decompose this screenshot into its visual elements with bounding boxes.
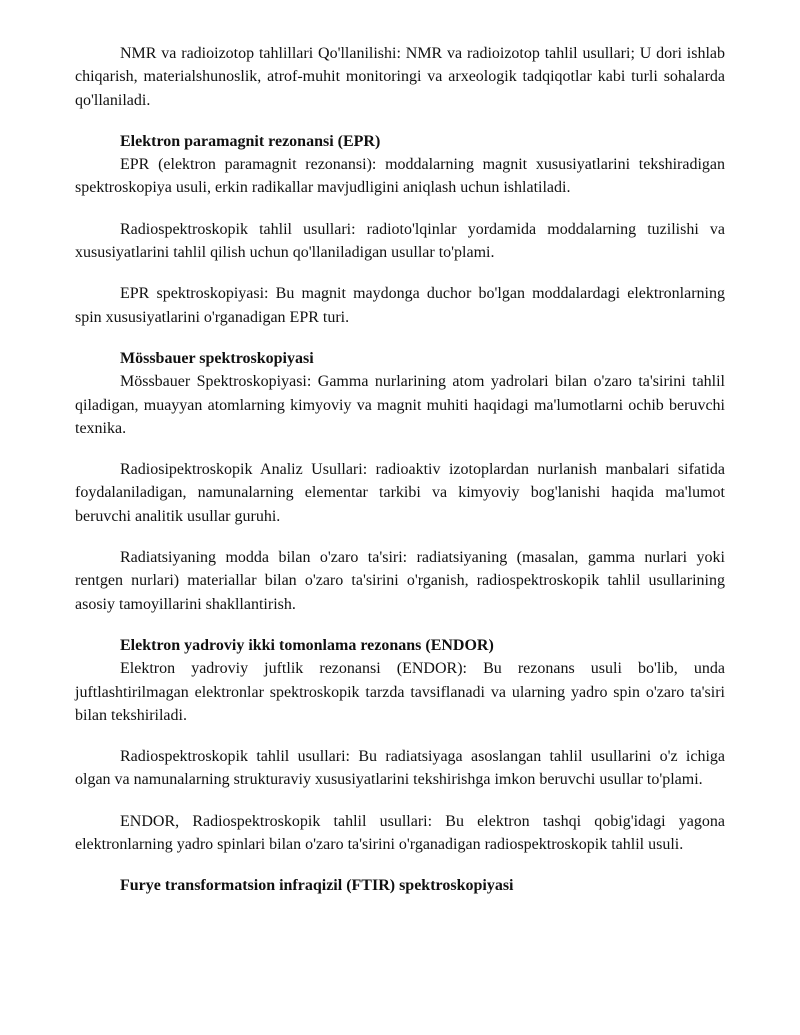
paragraph-radiation-based-methods: Radiospektroskopik tahlil usullari: Bu radiatsiyaga asoslangan tahlil usullarini o'z ichiga olgan va namunalarning strukturaviy xususiyatlarini tekshirishga imkon beruvchi usullar to'plami. — [75, 748, 725, 789]
heading-mossbauer: Mössbauer spektroskopiyasi — [120, 349, 314, 367]
paragraph-radiospectroscopic-methods: Radiospektroskopik tahlil usullari: radioto'lqinlar yordamida moddalarning tuzilishi va xususiyatlarini tahlil qilish uchun qo'llaniladigan usullar to'plami. — [75, 220, 725, 262]
paragraph-gap — [75, 856, 725, 874]
paragraph-epr-spectroscopy: EPR spektroskopiyasi: Bu magnit maydonga duchor bo'lgan moddalardagi elektronlarning spin xususiyatlarini o'rganadigan EPR turi. — [75, 285, 725, 326]
heading-epr: Elektron paramagnit rezonansi (EPR) — [120, 132, 381, 150]
paragraph-gap — [75, 528, 725, 546]
paragraph-radiosipektroskopik-analiz: Radiosipektroskopik Analiz Usullari: radioaktiv izotoplardan nurlanish manbalari sifatida foydalaniladigan, namunalarning elementar tarkibi va kimyoviy bog'lanishi haqida ma'lumot beruvchi analitik usullar guruhi. — [75, 461, 725, 525]
paragraph-gap — [75, 264, 725, 282]
paragraph-gap — [75, 440, 725, 458]
paragraph-gap — [75, 616, 725, 634]
paragraph-gap — [75, 727, 725, 745]
document-page — [75, 42, 725, 898]
paragraph-nmr-applications: NMR va radioizotop tahlillari Qo'llanilishi: NMR va radioizotop tahlil usullari; U dori ishlab chiqarish, materialshunoslik, atrof-muhit monitoringi va arxeologik tadqiqotlar kabi turli sohalarda qo'llaniladi. — [75, 45, 725, 109]
heading-ftir: Furye transformatsion infraqizil (FTIR) spektroskopiyasi — [120, 877, 514, 895]
paragraph-endor-method: ENDOR, Radiospektroskopik tahlil usullari: Bu elektron tashqi qobig'idagi yagona elektronlarning yadro spinlari bilan o'zaro ta'sirini o'rganadigan radiospektroskopik tahlil usuli. — [75, 812, 725, 854]
paragraph-gap — [75, 200, 725, 218]
heading-endor: Elektron yadroviy ikki tomonlama rezonans (ENDOR) — [120, 636, 494, 654]
paragraph-radiation-interaction: Radiatsiyaning modda bilan o'zaro ta'siri: radiatsiyaning (masalan, gamma nurlari yoki rentgen nurlari) materiallar bilan o'zaro ta'sirini o'rganish, radiospektroskopik tahlil usullarining asosiy tamoyillarini shakllantirish. — [75, 549, 725, 613]
paragraph-epr-definition: EPR (elektron paramagnit rezonansi): moddalarning magnit xususiyatlarini tekshiradigan spektroskopiya usuli, erkin radikallar mavjudligini aniqlash uchun ishlatiladi. — [75, 156, 725, 197]
paragraph-gap — [75, 112, 725, 130]
paragraph-endor-definition: Elektron yadroviy juftlik rezonansi (ENDOR): Bu rezonans usuli bo'lib, unda juftlashtirilmagan elektronlar spektroskopik tarzda tavsiflanadi va ularning yadro spin o'zaro ta'siri bilan tekshiriladi. — [75, 660, 725, 724]
paragraph-mossbauer-definition: Mössbauer Spektroskopiyasi: Gamma nurlarining atom yadrolari bilan o'zaro ta'sirini tahlil qiladigan, muayyan atomlarning kimyoviy va magnit muhiti haqidagi ma'lumotlarni ochib beruvchi texnika. — [75, 373, 725, 437]
paragraph-gap — [75, 329, 725, 347]
paragraph-gap — [75, 792, 725, 810]
